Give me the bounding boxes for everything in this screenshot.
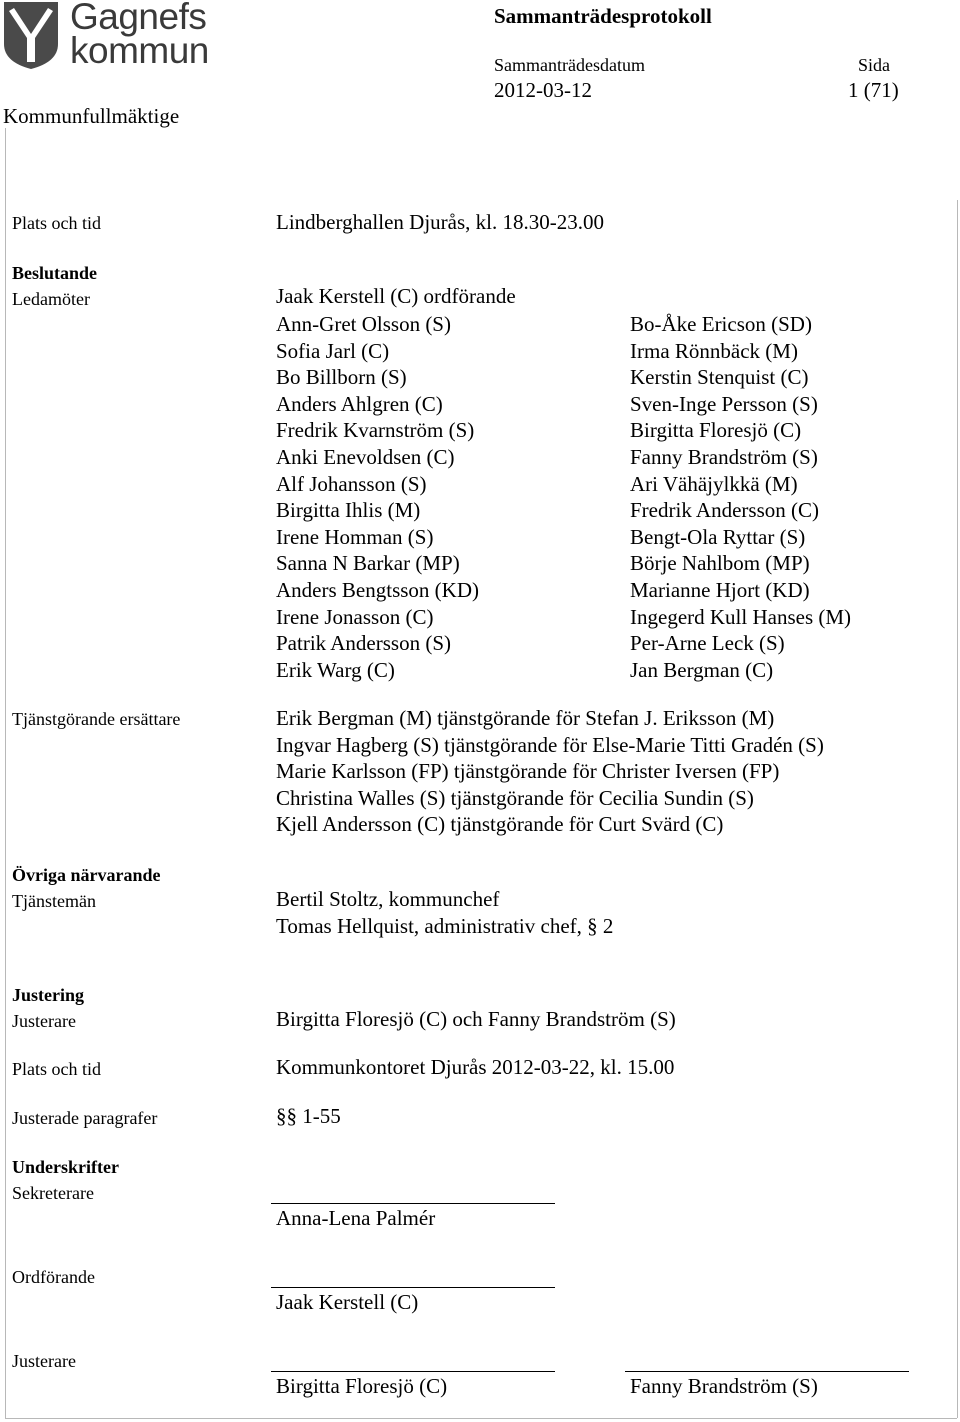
member-name: Ingegerd Kull Hanses (M) <box>630 604 852 629</box>
member-name: Patrik Andersson (S) <box>276 631 451 656</box>
chair-label: Ordförande <box>12 1267 95 1287</box>
adjuster2-signature-line <box>625 1371 909 1372</box>
secretary-name: Anna-Lena Palmér <box>276 1206 436 1230</box>
member-name: Börje Nahlbom (MP) <box>630 551 810 576</box>
member-name: Alf Johansson (S) <box>276 471 427 496</box>
chair-entry: Jaak Kerstell (C) ordförande <box>276 284 516 308</box>
member-name: Sofia Jarl (C) <box>276 338 390 363</box>
coat-of-arms-icon <box>2 0 60 70</box>
chair-name: Jaak Kerstell (C) <box>276 1290 419 1314</box>
adjusters-value: Birgitta Floresjö (C) och Fanny Brandström (S) <box>276 1007 676 1031</box>
official-entry: Bertil Stoltz, kommunchef <box>276 887 500 911</box>
member-name: Irma Rönnbäck (M) <box>630 338 798 363</box>
members-left-list <box>276 311 479 683</box>
member-name: Fredrik Andersson (C) <box>630 498 819 523</box>
member-name: Ari Vähäjylkkä (M) <box>630 471 798 496</box>
member-name: Anki Enevoldsen (C) <box>276 444 455 469</box>
member-name: Irene Jonasson (C) <box>276 604 434 629</box>
date-label: Sammanträdesdatum <box>494 55 645 75</box>
substitute-entry: Ingvar Hagberg (S) tjänstgörande för Else-Marie Titti Gradén (S) <box>276 732 824 757</box>
municipality-logo <box>2 0 60 70</box>
left-border <box>5 128 6 1418</box>
members-label: Ledamöter <box>12 289 90 309</box>
member-name: Fredrik Kvarnström (S) <box>276 418 475 443</box>
paragraphs-label: Justerade paragrafer <box>12 1108 158 1128</box>
logo-line-1: Gagnefs <box>70 0 207 37</box>
adjustment-heading: Justering <box>12 985 84 1005</box>
others-heading: Övriga närvarande <box>12 865 161 885</box>
member-name: Kerstin Stenquist (C) <box>630 365 809 390</box>
substitutes-label: Tjänstgörande ersättare <box>12 709 181 729</box>
officials-list <box>276 886 613 939</box>
substitute-entry: Kjell Andersson (C) tjänstgörande för Curt Svärd (C) <box>276 812 724 837</box>
adjustment-place-label: Plats och tid <box>12 1059 101 1079</box>
adjusters-label: Justerare <box>12 1011 76 1031</box>
member-name: Sven-Inge Persson (S) <box>630 391 818 416</box>
member-name: Birgitta Floresjö (C) <box>630 418 802 443</box>
substitute-entry: Christina Walles (S) tjänstgörande för Cecilia Sundin (S) <box>276 785 754 810</box>
decision-heading: Beslutande <box>12 263 98 283</box>
right-border <box>957 200 958 1418</box>
member-name: Sanna N Barkar (MP) <box>276 551 460 576</box>
meeting-place-value: Lindberghallen Djurås, kl. 18.30-23.00 <box>276 210 604 234</box>
logo-line-2: kommun <box>70 30 209 71</box>
adjustment-place-value: Kommunkontoret Djurås 2012-03-22, kl. 15.00 <box>276 1055 675 1079</box>
signature-adjusters-label: Justerare <box>12 1351 76 1371</box>
officials-label: Tjänstemän <box>12 891 96 911</box>
signatures-heading: Underskrifter <box>12 1157 119 1177</box>
adjuster1-name: Birgitta Floresjö (C) <box>276 1374 448 1398</box>
member-name: Birgitta Ihlis (M) <box>276 498 421 523</box>
member-name: Anders Bengtsson (KD) <box>276 577 479 602</box>
substitute-entry: Erik Bergman (M) tjänstgörande för Stefan J. Eriksson (M) <box>276 706 775 730</box>
member-name: Per-Arne Leck (S) <box>630 631 785 656</box>
body-name: Kommunfullmäktige <box>3 104 180 128</box>
page-label: Sida <box>858 55 891 75</box>
member-name: Ann-Gret Olsson (S) <box>276 312 451 336</box>
member-name: Bengt-Ola Ryttar (S) <box>630 524 806 549</box>
substitute-entry: Marie Karlsson (FP) tjänstgörande för Christer Iversen (FP) <box>276 759 780 784</box>
member-name: Marianne Hjort (KD) <box>630 577 810 602</box>
meeting-date: 2012-03-12 <box>494 78 592 102</box>
secretary-label: Sekreterare <box>12 1183 94 1203</box>
page-number: 1 (71) <box>848 78 899 102</box>
paragraphs-value: §§ 1-55 <box>276 1104 341 1128</box>
secretary-signature-line <box>271 1203 555 1204</box>
document-title: Sammanträdesprotokoll <box>494 4 712 28</box>
member-name: Bo Billborn (S) <box>276 365 407 390</box>
member-name: Erik Warg (C) <box>276 657 395 682</box>
bottom-border <box>5 1418 957 1419</box>
member-name: Bo-Åke Ericson (SD) <box>630 312 812 336</box>
meeting-place-label: Plats och tid <box>12 213 101 233</box>
chair-signature-line <box>271 1287 555 1288</box>
substitutes-list <box>276 705 824 838</box>
logo-wordmark <box>70 0 209 71</box>
member-name: Anders Ahlgren (C) <box>276 391 443 416</box>
member-name: Fanny Brandström (S) <box>630 444 818 469</box>
adjuster2-name: Fanny Brandström (S) <box>630 1374 818 1398</box>
members-right-list <box>630 311 851 683</box>
member-name: Irene Homman (S) <box>276 524 434 549</box>
official-entry: Tomas Hellquist, administrativ chef, § 2 <box>276 913 614 938</box>
adjuster1-signature-line <box>271 1371 555 1372</box>
member-name: Jan Bergman (C) <box>630 657 774 682</box>
